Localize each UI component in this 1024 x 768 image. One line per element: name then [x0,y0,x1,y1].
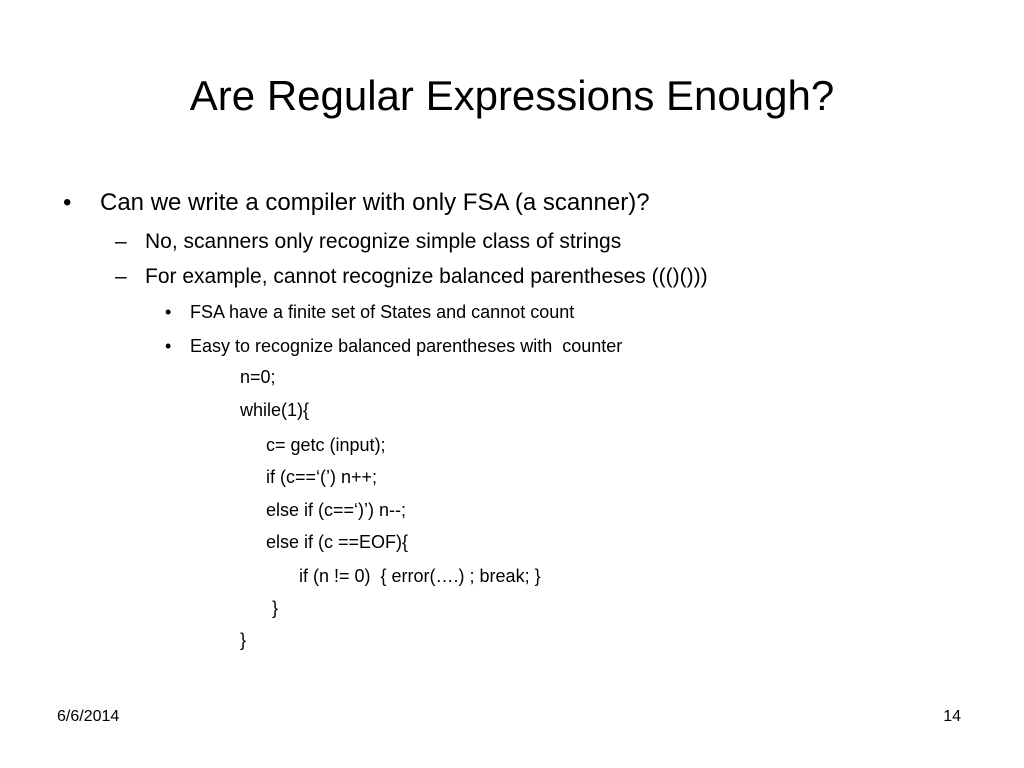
sub-bullet-marker: – [115,265,127,288]
sub-bullet-text-1: No, scanners only recognize simple class of strings [145,230,622,253]
code-line: } [272,598,279,618]
code-line: c= getc (input); [266,435,386,455]
slide-title: Are Regular Expressions Enough? [189,72,835,119]
code-line: n=0; [240,367,276,387]
subsub-bullet-text-2: Easy to recognize balanced parentheses with counter [190,336,623,356]
code-line: if (c==‘(’) n++; [266,467,378,487]
sub-bullet-text-2: For example, cannot recognize balanced parentheses ((()())) [145,265,708,288]
code-line: } [240,630,247,650]
subsub-bullet-marker: • [165,302,172,322]
footer-page-number: 14 [943,708,961,725]
sub-bullet-marker: – [115,230,127,253]
bullet-marker: • [63,189,72,216]
subsub-bullet-text-1: FSA have a finite set of States and cannot count [190,302,575,322]
footer-date: 6/6/2014 [57,708,120,725]
code-line: while(1){ [240,400,310,420]
bullet-main-text: Can we write a compiler with only FSA (a scanner)? [100,189,650,216]
code-line: else if (c ==EOF){ [266,532,409,552]
subsub-bullet-marker: • [165,336,172,356]
code-line: else if (c==‘)’) n--; [266,500,407,520]
code-line: if (n != 0) { error(….) ; break; } [299,566,541,586]
